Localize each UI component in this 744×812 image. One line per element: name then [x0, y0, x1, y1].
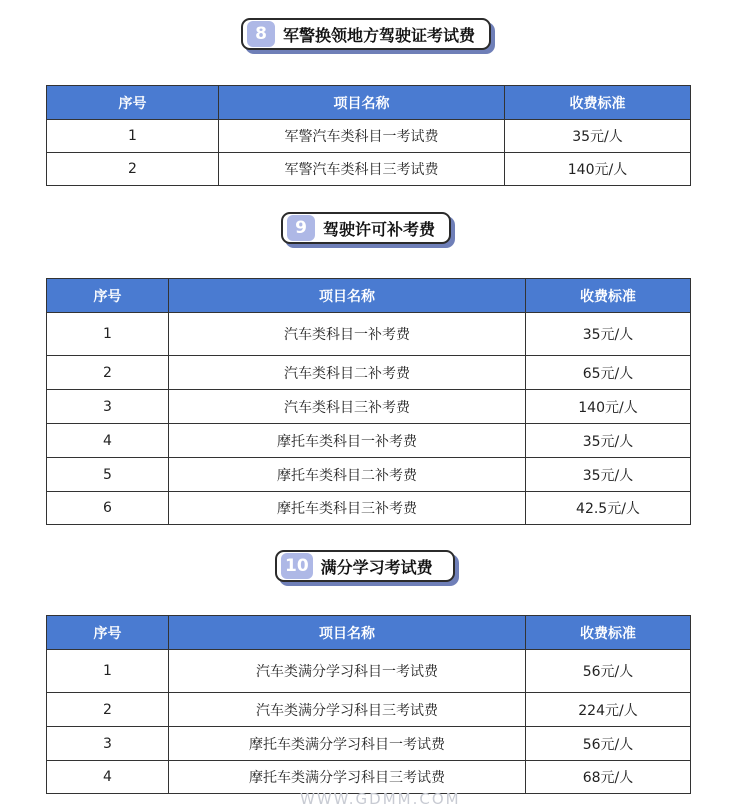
table-row — [47, 153, 691, 186]
header-fee: 收费标准 — [526, 616, 691, 650]
section-number: 10 — [281, 553, 313, 579]
header-item-name: 项目名称 — [169, 616, 526, 650]
table-row — [47, 693, 691, 727]
row-fee: 68元/人 — [526, 761, 691, 794]
row-fee: 35元/人 — [505, 120, 691, 153]
header-fee: 收费标准 — [526, 279, 691, 313]
header-item-name: 项目名称 — [169, 279, 526, 313]
table-row — [47, 761, 691, 794]
row-fee: 56元/人 — [526, 727, 691, 761]
row-item-name: 摩托车类科目二补考费 — [169, 458, 526, 492]
row-item-name: 汽车类科目一补考费 — [169, 313, 526, 356]
row-index: 4 — [47, 761, 169, 794]
section-title: 满分学习考试费 — [320, 557, 433, 577]
row-item-name: 军警汽车类科目三考试费 — [219, 153, 505, 186]
row-index: 4 — [47, 424, 169, 458]
row-fee: 56元/人 — [526, 650, 691, 693]
watermark: WWW.GDMM.COM — [300, 790, 461, 808]
header-index: 序号 — [47, 279, 169, 313]
table-row — [47, 727, 691, 761]
section-heading-9 — [281, 212, 451, 244]
fee-table-10 — [46, 615, 691, 794]
table-row — [47, 492, 691, 525]
row-fee: 224元/人 — [526, 693, 691, 727]
row-fee: 140元/人 — [505, 153, 691, 186]
section-title: 军警换领地方驾驶证考试费 — [283, 25, 476, 45]
section-title: 驾驶许可补考费 — [323, 219, 436, 239]
table-header-row — [47, 279, 691, 313]
table-row — [47, 650, 691, 693]
row-index: 1 — [47, 650, 169, 693]
row-item-name: 摩托车类科目一补考费 — [169, 424, 526, 458]
row-item-name: 汽车类满分学习科目一考试费 — [169, 650, 526, 693]
header-index: 序号 — [47, 616, 169, 650]
table-header-row — [47, 616, 691, 650]
row-fee: 42.5元/人 — [526, 492, 691, 525]
row-index: 6 — [47, 492, 169, 525]
header-index: 序号 — [47, 86, 219, 120]
row-index: 3 — [47, 727, 169, 761]
table-row — [47, 424, 691, 458]
row-fee: 35元/人 — [526, 313, 691, 356]
table-header-row — [47, 86, 691, 120]
table-row — [47, 120, 691, 153]
table-row — [47, 390, 691, 424]
row-item-name: 摩托车类满分学习科目三考试费 — [169, 761, 526, 794]
row-index: 2 — [47, 153, 219, 186]
table-row — [47, 356, 691, 390]
section-number: 8 — [247, 21, 275, 47]
fee-table-8 — [46, 85, 691, 186]
row-fee: 35元/人 — [526, 424, 691, 458]
row-item-name: 汽车类科目三补考费 — [169, 390, 526, 424]
row-fee: 140元/人 — [526, 390, 691, 424]
row-index: 3 — [47, 390, 169, 424]
section-heading-8 — [241, 18, 491, 50]
section-number: 9 — [287, 215, 315, 241]
section-heading-10 — [275, 550, 455, 582]
table-row — [47, 313, 691, 356]
row-item-name: 摩托车类满分学习科目一考试费 — [169, 727, 526, 761]
row-index: 1 — [47, 120, 219, 153]
header-fee: 收费标准 — [505, 86, 691, 120]
header-item-name: 项目名称 — [219, 86, 505, 120]
row-item-name: 军警汽车类科目一考试费 — [219, 120, 505, 153]
row-item-name: 汽车类科目二补考费 — [169, 356, 526, 390]
row-item-name: 摩托车类科目三补考费 — [169, 492, 526, 525]
row-fee: 65元/人 — [526, 356, 691, 390]
row-index: 2 — [47, 693, 169, 727]
row-index: 1 — [47, 313, 169, 356]
row-index: 2 — [47, 356, 169, 390]
row-item-name: 汽车类满分学习科目三考试费 — [169, 693, 526, 727]
row-index: 5 — [47, 458, 169, 492]
fee-table-9 — [46, 278, 691, 525]
row-fee: 35元/人 — [526, 458, 691, 492]
table-row — [47, 458, 691, 492]
